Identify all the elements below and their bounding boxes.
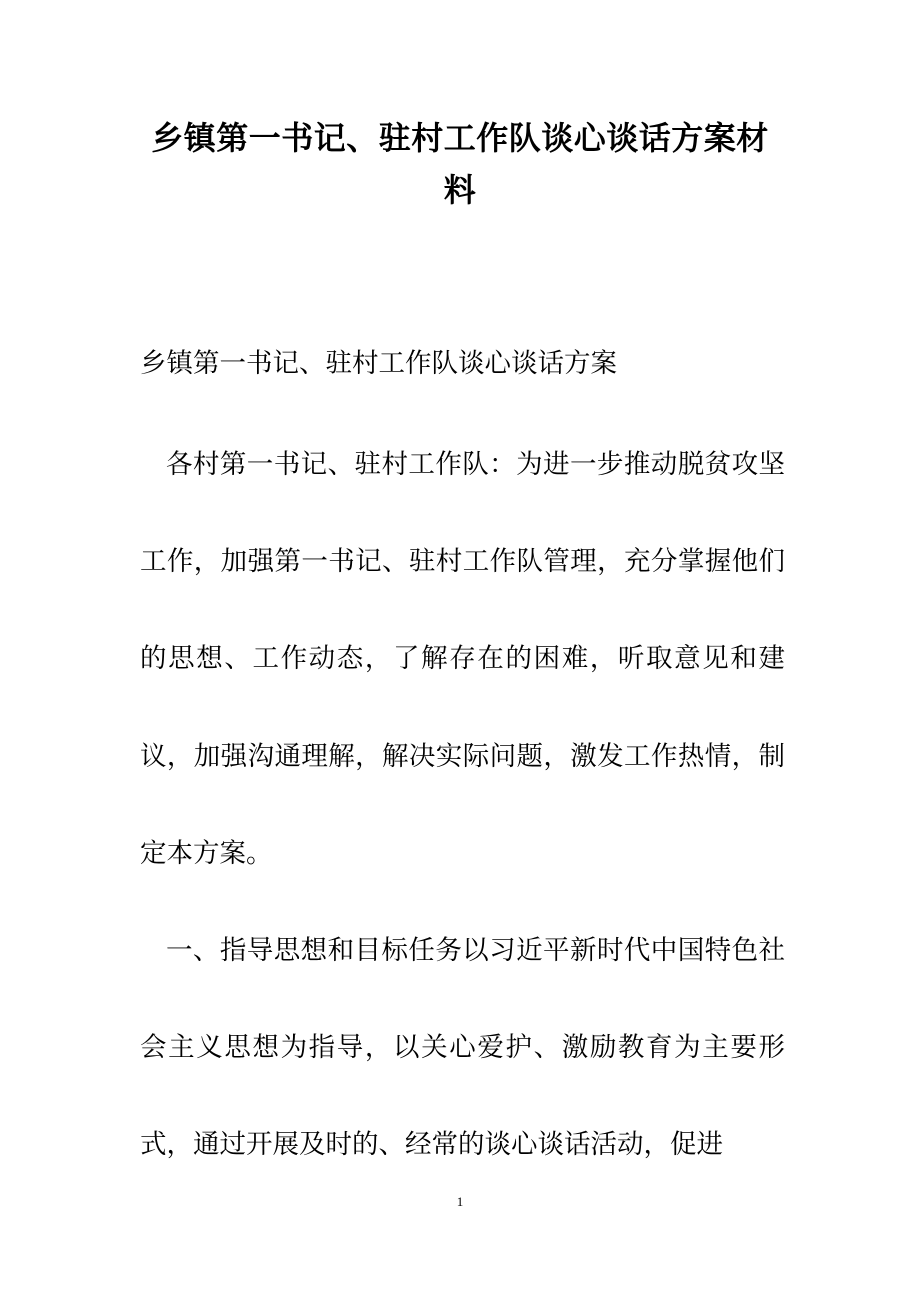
page-number: 1 <box>456 1194 464 1209</box>
body-paragraph-guiding-ideology: 一、指导思想和目标任务以习近平新时代中国特色社会主义思想为指导，以关心爱护、激励教育为主要形式，通过开展及时的、经常的谈心谈话活动，促进 <box>140 935 785 1161</box>
document-subtitle: 乡镇第一书记、驻村工作队谈心谈话方案 <box>140 348 617 379</box>
body-paragraph-intro: 各村第一书记、驻村工作队：为进一步推动脱贫攻坚工作，加强第一书记、驻村工作队管理，充分掌握他们的思想、工作动态，了解存在的困难，听取意见和建议，加强沟通理解，解决实际问题，激发工作热情，制定本方案。 <box>140 449 785 869</box>
document-title: 乡镇第一书记、驻村工作队谈心谈话方案材料 <box>151 119 769 209</box>
